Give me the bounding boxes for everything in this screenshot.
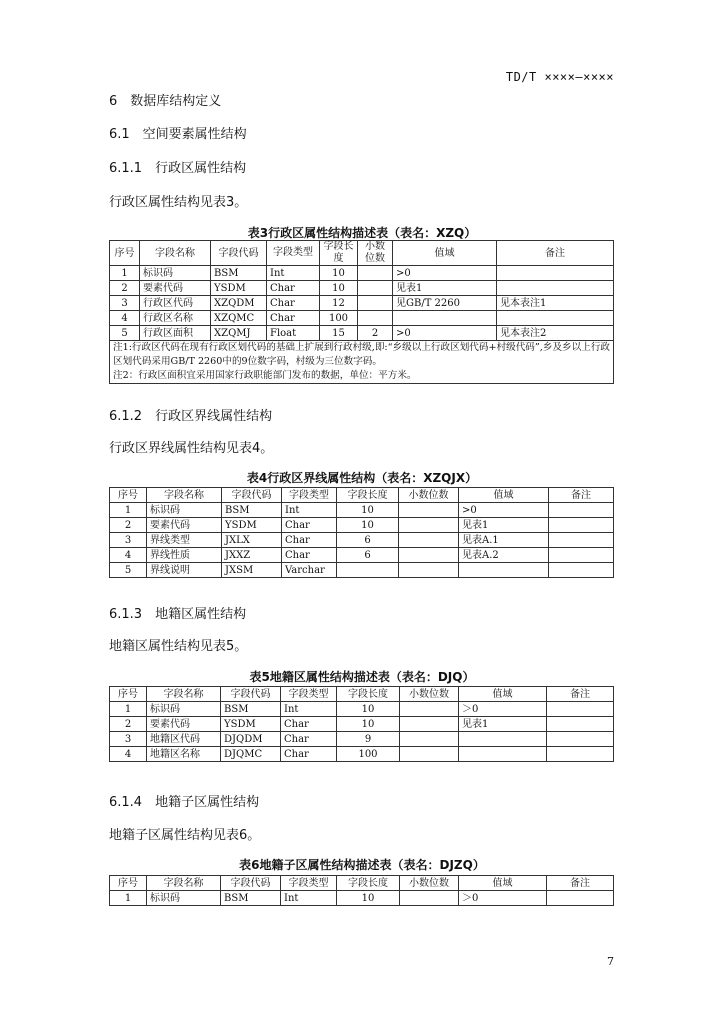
table-cell: 100 [320,311,358,326]
table-cell: 10 [337,518,399,533]
table-cell: 4 [110,747,147,762]
table-cell: JXLX [222,533,282,548]
table-cell: 标识码 [140,266,211,281]
table-cell: 行政区面积 [140,326,211,341]
header-cell: 序号 [110,241,140,266]
header-cell: 字段类型 [282,488,337,503]
table-cell [549,548,614,563]
table-cell: 10 [337,717,400,732]
table-cell: Int [282,503,337,518]
table-cell: 1 [110,266,140,281]
header-cell: 字段代码 [211,241,267,266]
header-cell: 字段长度 [337,488,399,503]
table-row [110,747,614,762]
table-cell [400,702,459,717]
table-cell [459,563,549,578]
table-cell: 见GB/T 2260 [393,296,497,311]
table-cell: 见本表注1 [497,296,614,311]
table-cell [459,732,547,747]
table-5-caption: 表5地籍区属性结构描述表（表名：DJQ） [249,670,475,684]
header-cell: 备注 [549,488,614,503]
header-cell: 字段类型 [267,241,320,266]
table-cell: 见表1 [459,518,549,533]
table-cell: BSM [222,503,282,518]
table-row [110,548,614,563]
table-cell: 2 [110,518,147,533]
table-cell: 2 [358,326,393,341]
table-cell: Int [281,702,337,717]
section-6-1-1-text: 行政区属性结构见表3。 [109,195,248,210]
table-cell: 2 [110,717,147,732]
table-cell: XZQMJ [211,326,267,341]
table-cell [400,747,459,762]
section-6-1-3-text: 地籍区属性结构见表5。 [109,639,248,654]
table-cell: XZQDM [211,296,267,311]
table-row [110,732,614,747]
header-cell: 序号 [110,488,147,503]
table-cell: 见本表注2 [497,326,614,341]
table-cell [337,563,399,578]
table-cell: Char [267,281,320,296]
table-4 [109,487,614,578]
table-cell [399,548,459,563]
table-cell: 地籍区名称 [147,747,221,762]
table-row [110,891,614,906]
table-cell: Char [282,548,337,563]
table-cell: YSDM [221,717,281,732]
header-cell: 字段代码 [222,488,282,503]
table-cell [399,533,459,548]
table-cell: 10 [320,281,358,296]
table-cell: 见表1 [393,281,497,296]
table-cell: BSM [221,891,281,906]
table-cell [358,266,393,281]
section-6-heading: 6 数据库结构定义 [109,94,222,109]
table-cell [358,296,393,311]
table-cell: Varchar [282,563,337,578]
section-6-1-4-text: 地籍子区属性结构见表6。 [109,828,261,843]
header-cell: 字段长度 [337,687,400,702]
table-cell: 4 [110,548,147,563]
table-cell: Char [281,717,337,732]
header-cell: 小数位数 [358,241,393,266]
table-cell: 界线性质 [147,548,222,563]
table-cell: Char [282,533,337,548]
table-cell [497,311,614,326]
table-cell: 见表1 [459,717,547,732]
table-cell [459,747,547,762]
table-cell: DJQDM [221,732,281,747]
table-header-row [110,687,614,702]
table-cell [549,503,614,518]
table-cell: YSDM [211,281,267,296]
table-row [110,563,614,578]
table-5 [109,686,614,762]
table-header-row [110,876,614,891]
table-cell: 地籍区代码 [147,732,221,747]
table-3 [109,240,614,384]
table-cell [358,311,393,326]
header-cell: 小数位数 [400,687,459,702]
table-cell: 12 [320,296,358,311]
table-cell: 1 [110,503,147,518]
table-cell: JXXZ [222,548,282,563]
table-row [110,311,614,326]
table-note-row [110,341,614,384]
section-6-1-4-heading: 6.1.4 地籍子区属性结构 [109,795,260,810]
table-cell [547,717,614,732]
table-cell: 3 [110,296,140,311]
table-cell [547,891,614,906]
table-cell: 界线类型 [147,533,222,548]
table-3-notes [110,341,614,384]
table-cell: 10 [337,503,399,518]
header-cell: 字段类型 [281,876,337,891]
header-cell: 值域 [459,687,547,702]
table-cell: 10 [337,702,400,717]
table-header-row [110,488,614,503]
table-cell: 要素代码 [147,518,222,533]
table-row [110,326,614,341]
header-cell: 序号 [110,876,147,891]
section-6-1-3-heading: 6.1.3 地籍区属性结构 [109,607,247,622]
table-6-caption: 表6地籍子区属性结构描述表（表名：DJZQ） [239,858,485,872]
table-cell: ＞0 [459,891,547,906]
table-cell: 15 [320,326,358,341]
section-6-1-2-heading: 6.1.2 行政区界线属性结构 [109,409,273,424]
table-header-row [110,241,614,266]
table-cell: Char [281,747,337,762]
header-cell: 字段名称 [147,687,221,702]
table-cell [549,563,614,578]
table-cell: 1 [110,891,147,906]
header-cell: 备注 [547,876,614,891]
table-cell [549,533,614,548]
table-cell: Int [267,266,320,281]
header-cell: 字段名称 [140,241,211,266]
table-cell: 要素代码 [147,717,221,732]
table-cell [497,266,614,281]
table-cell: Char [282,518,337,533]
table-cell: 行政区代码 [140,296,211,311]
header-cell: 序号 [110,687,147,702]
table-4-caption: 表4行政区界线属性结构（表名：XZQJX） [246,471,478,485]
table-cell: >0 [459,503,549,518]
header-cell: 值域 [459,876,547,891]
table-cell: 标识码 [147,702,221,717]
table-cell: BSM [211,266,267,281]
header-cell: 字段长度 [337,876,400,891]
table-cell: 3 [110,533,147,548]
document-code-header: TD/T ××××—×××× [505,70,614,84]
table-cell: 10 [320,266,358,281]
table-row [110,296,614,311]
table-cell: 4 [110,311,140,326]
table-cell: 5 [110,326,140,341]
table-cell: 6 [337,533,399,548]
table-cell [400,732,459,747]
table-cell: ＞0 [459,702,547,717]
table-cell: 3 [110,732,147,747]
table-cell: 9 [337,732,400,747]
table-cell [399,503,459,518]
header-cell: 小数位数 [400,876,459,891]
header-cell: 备注 [547,687,614,702]
table-cell [400,891,459,906]
table-cell: JXSM [222,563,282,578]
table-cell: Int [281,891,337,906]
table-cell: >0 [393,326,497,341]
table-cell [547,747,614,762]
section-6-1-2-text: 行政区界线属性结构见表4。 [109,441,274,456]
table-cell: 要素代码 [140,281,211,296]
header-cell: 值域 [393,241,497,266]
header-cell: 小数位数 [399,488,459,503]
table-cell: Char [267,296,320,311]
table-row [110,503,614,518]
table-row [110,717,614,732]
table-cell: 10 [337,891,400,906]
table-cell [400,717,459,732]
table-cell: DJQMC [221,747,281,762]
table-cell: 标识码 [147,503,222,518]
table-cell: 见表A.2 [459,548,549,563]
table-cell: 标识码 [147,891,221,906]
header-cell: 备注 [497,241,614,266]
table-cell: 见表A.1 [459,533,549,548]
table-cell [549,518,614,533]
table-cell: 100 [337,747,400,762]
table-cell [547,702,614,717]
section-6-1-1-heading: 6.1.1 行政区属性结构 [109,161,247,176]
table-cell: Char [281,732,337,747]
table-cell: 2 [110,281,140,296]
table-cell: 6 [337,548,399,563]
table-row [110,281,614,296]
table-note-2: 注2：行政区面积宜采用国家行政职能部门发布的数据，单位：平方米。 [113,370,417,381]
table-row [110,702,614,717]
table-cell [358,281,393,296]
table-cell: XZQMC [211,311,267,326]
section-6-1-heading: 6.1 空间要素属性结构 [109,127,247,142]
table-cell [399,563,459,578]
header-cell: 字段代码 [221,687,281,702]
table-cell [399,518,459,533]
page-number: 7 [607,955,614,968]
table-row [110,266,614,281]
table-cell: BSM [221,702,281,717]
table-cell [393,311,497,326]
table-cell: Float [267,326,320,341]
table-cell [497,281,614,296]
header-cell: 字段名称 [147,488,222,503]
table-cell: YSDM [222,518,282,533]
table-cell: >0 [393,266,497,281]
table-6 [109,875,614,906]
header-cell: 字段长度 [320,241,358,266]
header-cell: 值域 [459,488,549,503]
table-cell [547,732,614,747]
table-cell: 界线说明 [147,563,222,578]
table-cell: 1 [110,702,147,717]
table-row [110,518,614,533]
table-cell: 行政区名称 [140,311,211,326]
table-cell: Char [267,311,320,326]
table-3-caption: 表3行政区属性结构描述表（表名：XZQ） [247,226,477,240]
table-cell: 5 [110,563,147,578]
header-cell: 字段代码 [221,876,281,891]
table-note-1: 注1:行政区代码在现有行政区划代码的基础上扩展到行政村级,即:“乡级以上行政区划代码+村级代码”,乡及乡以上行政区划代码采用GB/T 2260中的9位数字码，村级为三位数字码。 [113,342,611,367]
header-cell: 字段类型 [281,687,337,702]
header-cell: 字段名称 [147,876,221,891]
table-row [110,533,614,548]
